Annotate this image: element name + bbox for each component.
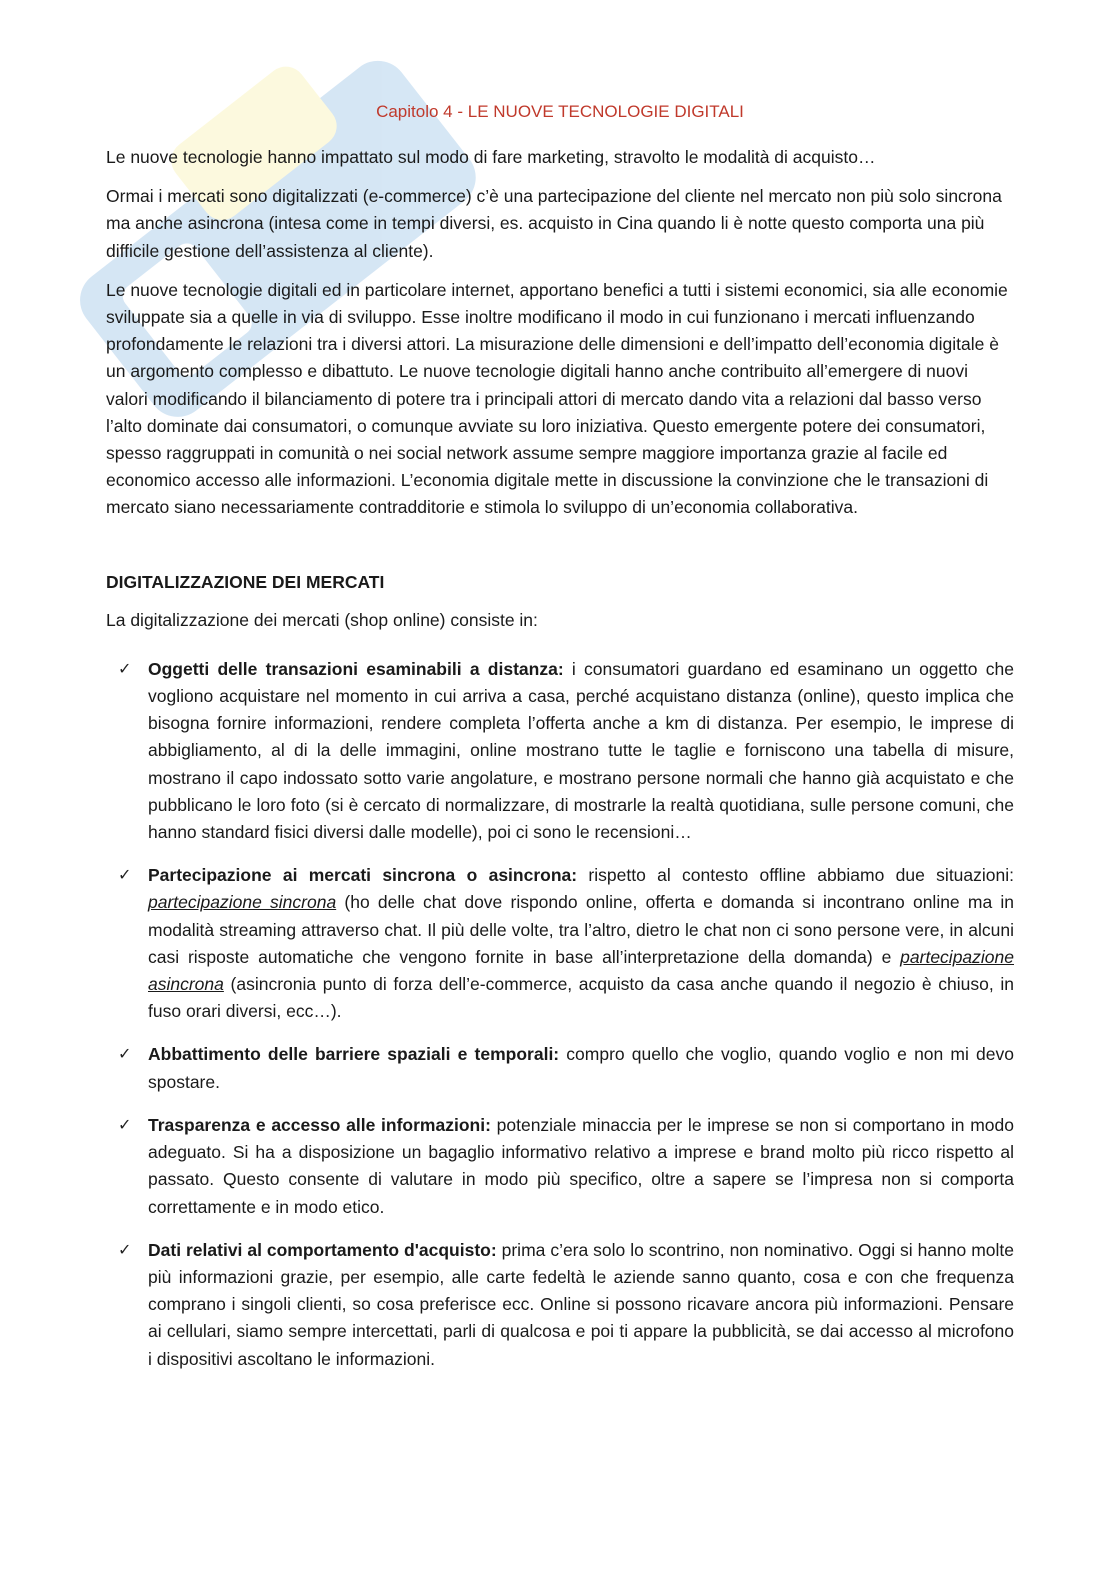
chapter-topic: LE NUOVE TECNOLOGIE DIGITALI [467, 102, 744, 121]
list-item [106, 1041, 1014, 1095]
intro-paragraph-1: Le nuove tecnologie hanno impattato sul modo di fare marketing, stravolto le modalità di acquisto… [106, 147, 876, 167]
item-term: Partecipazione ai mercati sincrona o asincrona: [148, 865, 578, 886]
document-page [106, 102, 1014, 1389]
intro-paragraph-2: Ormai i mercati sono digitalizzati (e-commerce) c’è una partecipazione del cliente nel mercato non più solo sincrona ma anche asincrona (intesa come in tempi diversi, es. acquisto in Cina quando li è notte questo comporta una più difficile gestione dell’assistenza al cliente). [106, 186, 1002, 261]
item-text: (asincronia punto di forza dell’e-commerce, acquisto da casa anche quando il negozio è chiuso, in fuso orari diversi, ecc…). [148, 974, 1014, 1022]
item-text: potenziale minaccia per le imprese se non si comportano in modo adeguato. Si ha a disposizione un bagaglio informativo relativo a imprese e brand molto più ricco rispetto al passato. Questo consente di valutare in modo più specifico, oltre a sapere se l’impresa non si comporta correttamente e in modo etico. [148, 1114, 1014, 1217]
checklist [106, 656, 1014, 1373]
page-title [106, 102, 1014, 122]
emphasis-asincrona: partecipazione asincrona [148, 946, 1014, 995]
item-text: compro quello che voglio, quando voglio e non mi devo spostare. [148, 1044, 1014, 1092]
list-item [106, 656, 1014, 846]
emphasis-sincrona: partecipazione sincrona [148, 892, 337, 913]
item-term: Oggetti delle transazioni esaminabili a distanza: [148, 658, 564, 679]
item-term: Trasparenza e accesso alle informazioni: [148, 1114, 491, 1135]
item-text: prima c’era solo lo scontrino, non nominativo. Oggi si hanno molte più informazioni grazie, per esempio, alle carte fedeltà le aziende sanno quanto, cosa e con che frequenza comprano i singoli clienti, so cosa preferisce ecc. Online si possono ricavare ancora più informazioni. Pensare ai cellulari, siamo sempre intercettati, parli di qualcosa e poi ti appare la pubblicità, se dai accesso al microfono i dispositivi ascoltano le informazioni. [148, 1239, 1014, 1369]
checkmark-icon: ✓ [118, 1241, 132, 1259]
item-term: Dati relativi al comportamento d'acquisto: [148, 1239, 497, 1260]
list-item [106, 1112, 1014, 1221]
checkmark-icon: ✓ [118, 1046, 132, 1064]
checkmark-icon: ✓ [118, 867, 132, 885]
section-heading: DIGITALIZZAZIONE DEI MERCATI [106, 571, 385, 592]
checkmark-icon: ✓ [118, 1116, 132, 1134]
item-text: rispetto al contesto offline abbiamo due situazioni: [577, 865, 1014, 886]
list-item [106, 862, 1014, 1025]
intro-paragraph-3: Le nuove tecnologie digitali ed in particolare internet, apportano benefici a tutti i sistemi economici, sia alle economie sviluppate sia a quelle in via di sviluppo. Esse inoltre modificano il modo in cui funzionano i mercati influenzando profondamente le relazioni tra i diversi attori. La misurazione delle dimensioni e dell’impatto dell’economia digitale è un argomento complesso e dibattuto. Le nuove tecnologie digitali hanno anche contribuito all’emergere di nuovi valori modificando il bilanciamento di potere tra i principali attori di mercato dando vita a relazioni dal basso verso l’alto dominate dai consumatori, o comunque avviate su loro iniziativa. Questo emergente potere dei consumatori, spesso raggruppati in comunità o nei social network assume sempre maggiore importanza grazie al facile ed economico accesso alle informazioni. L’economia digitale mette in discussione la convinzione che le transazioni di mercato siano necessariamente contradditorie e stimola lo sviluppo di un’economia collaborativa. [106, 279, 1008, 518]
item-term: Abbattimento delle barriere spaziali e temporali: [148, 1044, 560, 1065]
checkmark-icon: ✓ [118, 660, 132, 678]
item-text: (ho delle chat dove rispondo online, offerta e domanda si incontrano online ma in modalità streaming attraverso chat. Il più delle volte, tra l’altro, dietro le chat non ci sono persone vere, in alcuni casi risposte automatiche che vengono fornite in base all’interpretazione della domanda) e [148, 892, 1015, 967]
list-item [106, 1237, 1014, 1373]
section-lead: La digitalizzazione dei mercati (shop online) consiste in: [106, 609, 538, 630]
chapter-label: Capitolo 4 - [376, 102, 468, 121]
item-text: i consumatori guardano ed esaminano un oggetto che vogliono acquistare nel momento in cui arriva a casa, perché acquistano distanza (online), questo implica che bisogna fornire informazioni, rendere completa l’offerta anche a km di distanza. Per esempio, le imprese di abbigliamento, al di la delle immagini, online mostrano tutte le taglie e forniscono una tabella di misure, mostrano il capo indossato sotto varie angolature, e mostrano persone normali che hanno già acquistato e che pubblicano le loro foto (si è cercato di normalizzare, di mostrarle la realtà quotidiana, sulle persone comuni, che hanno standard fisici diversi dalle modelle), poi ci sono le recensioni… [148, 658, 1014, 843]
